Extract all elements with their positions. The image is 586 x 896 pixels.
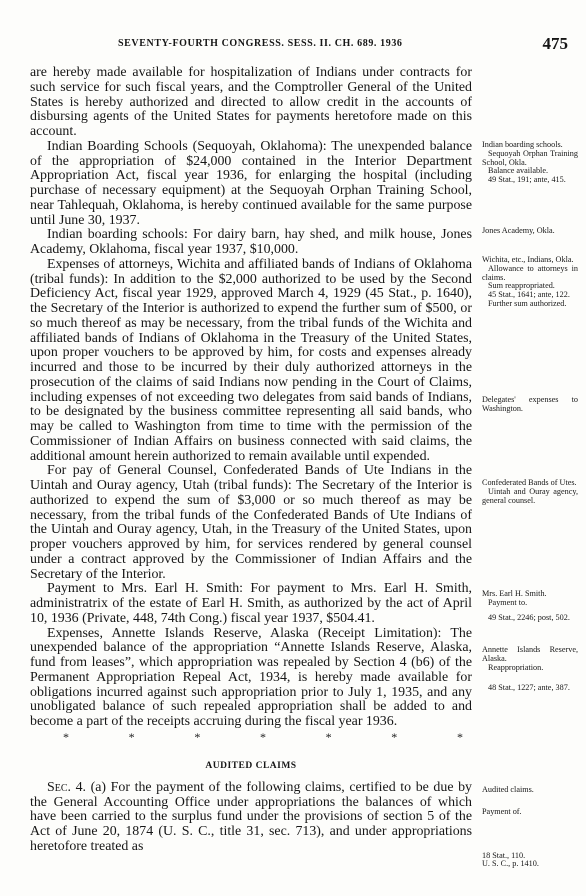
margin-note-line: Allowance to attorneys in claims. bbox=[482, 263, 578, 282]
star: * bbox=[259, 729, 266, 744]
margin-note-line: 18 Stat., 110. bbox=[482, 850, 526, 860]
paragraph-jones-academy: Indian boarding schools: For dairy barn, hay shed, and milk house, Jones Academy, Oklahoma, fiscal year 1937, $10,000. bbox=[30, 227, 472, 257]
section-label: Sec. 4. bbox=[47, 779, 87, 795]
margin-note-sequoyah bbox=[482, 141, 578, 185]
margin-note-jones bbox=[482, 227, 578, 236]
margin-note-line: Uintah and Ouray agency, general counsel. bbox=[482, 486, 578, 505]
margin-note-smith bbox=[482, 590, 578, 622]
paragraph-hospitalization-continued: are hereby made available for hospitalization of Indians under contracts for such service for such fiscal years, and the Comptroller General of the United States is hereby authorized and directed to allow credit in the accounts of disbursing agents of the United States for payments heretofore made on this account. bbox=[30, 65, 472, 139]
margin-note-line: Sum reappropriated. bbox=[488, 281, 555, 291]
margin-note-line: Further sum authorized. bbox=[488, 298, 567, 308]
margin-note-line: Sequoyah Orphan Training School, Okla. bbox=[482, 148, 578, 167]
star: * bbox=[128, 729, 135, 744]
margin-note-annette bbox=[482, 646, 578, 693]
margin-note-line: Balance available. bbox=[488, 166, 549, 176]
margin-note-line: Audited claims. bbox=[482, 785, 534, 794]
margin-note-line: 48 Stat., 1227; ante, 387. bbox=[488, 683, 570, 693]
margin-note-line: Payment to. bbox=[488, 597, 528, 607]
paragraph-section-4 bbox=[30, 781, 472, 855]
paragraph-ute-general-counsel: For pay of General Counsel, Confederated Bands of Ute Indians in the Uintah and Ouray agency, Utah (tribal funds): The Secretary of the Interior is authorized to expend the sum of $3,000 or so much thereof as may be necessary, from the tribal funds of the Confederated Bands of Ute Indians of the Uintah and Ouray agency, Utah, in the Treasury of the United States, upon proper vouchers approved by him, for services rendered by general counsel under a contract approved by the Commissioner of Indian Affairs and the Secretary of the Interior. bbox=[30, 463, 472, 582]
margin-note-line: U. S. C., p. 1410. bbox=[482, 859, 539, 869]
margin-note-utes bbox=[482, 479, 578, 505]
margin-note-line: Indian boarding schools. bbox=[482, 140, 563, 149]
star: * bbox=[391, 729, 398, 744]
paragraph-wichita-attorneys: Expenses of attorneys, Wichita and affiliated bands of Indians of Oklahoma (tribal funds): In addition to the $2,000 authorized to be used by the Second Deficiency Act, fiscal year 1929, approved March 4, 1929 (45 Stat., p. 1640), the Secretary of the Interior is authorized to expend the further sum of $500, or so much thereof as may be necessary, from the tribal funds of the Wichita and affiliated bands of Indians of Oklahoma in the Treasury of the United States, upon proper vouchers to be approved by him, for costs and expenses already incurred and those to be incurred by their duly authorized attorneys in the prosecution of the claims of said Indians now pending in the Court of Claims, including expenses of not exceeding two delegates from said bands of Indians, to be designated by the business committee representing all said bands, who may be called to Washington from time to time with the permission of the Commissioner of Indian Affairs on business connected with said claims, the additional amount herein authorized to remain available until expended. bbox=[30, 256, 472, 464]
margin-note-line: 45 Stat., 1641; ante, 122. bbox=[488, 290, 570, 300]
main-text-column bbox=[30, 66, 472, 855]
paragraph-sequoyah: Indian Boarding Schools (Sequoyah, Oklahoma): The unexpended balance of the appropriation of $24,000 contained in the Interior Department Appropriation Act, fiscal year 1936, for enlarging the hospital (including purchase of necessary equipment) at the Sequoyah Orphan Training School, near Tahlequah, Oklahoma, is hereby continued available for the same purpose until June 30, 1937. bbox=[30, 138, 472, 228]
margin-note-line: Jones Academy, Okla. bbox=[482, 226, 555, 235]
margin-note-delegates bbox=[482, 396, 578, 414]
section-heading-audited-claims: AUDITED CLAIMS bbox=[205, 760, 297, 771]
paragraph-earl-smith: Payment to Mrs. Earl H. Smith: For payment to Mrs. Earl H. Smith, administratrix of the estate of Earl H. Smith, as authorized by the act of April 10, 1936 (Private, 448, 74th Cong.) fiscal year 1937, $504.41. bbox=[30, 581, 472, 626]
margin-note-line: Confederated Bands of Utes. bbox=[482, 478, 577, 487]
star: * bbox=[325, 729, 332, 744]
margin-note-line: Annette Islands Reserve, Alaska. bbox=[482, 645, 578, 663]
margin-note-wichita bbox=[482, 256, 578, 309]
margin-note-line: 49 Stat., 191; ante, 415. bbox=[488, 175, 566, 185]
star: * bbox=[194, 729, 201, 744]
margin-note-line: Reappropriation. bbox=[488, 662, 544, 672]
page-number: 475 bbox=[542, 34, 568, 53]
margin-note-line: Wichita, etc., Indians, Okla. bbox=[482, 255, 574, 264]
margin-note-line: Delegates' expenses to Washington. bbox=[482, 395, 578, 413]
running-title: SEVENTY-FOURTH CONGRESS. SESS. II. CH. 689. 1936 bbox=[118, 38, 403, 49]
omission-stars bbox=[63, 730, 463, 745]
margin-note-audited-claims bbox=[482, 786, 578, 869]
margin-note-line: Payment of. bbox=[482, 806, 522, 816]
star: * bbox=[456, 729, 463, 744]
star: * bbox=[63, 729, 69, 744]
margin-note-line: Mrs. Earl H. Smith. bbox=[482, 589, 547, 598]
section-4-text: (a) For the payment of the following claims, certified to be due by the General Accounting Office under appropriations the balances of which have been carried to the surplus fund under the provisions of section 5 of the Act of June 20, 1874 (U. S. C., title 31, sec. 713), and under appropriations heretofore treated as bbox=[30, 779, 472, 854]
running-header bbox=[0, 34, 586, 60]
margin-note-line: 49 Stat., 2246; post, 502. bbox=[488, 612, 570, 622]
paragraph-annette-islands: Expenses, Annette Islands Reserve, Alaska (Receipt Limitation): The unexpended balance of the appropriation “Annette Islands Reserve, Alaska, fund from leases”, which appropriation was repealed by Section 4 (b6) of the Permanent Appropriation Repeal Act, 1934, is hereby made available for obligations incurred against such appropriation prior to July 1, 1935, and any unobligated balance of such repealed appropriation shall be added to and become a part of the receipts accruing during the fiscal year 1936. bbox=[30, 625, 472, 729]
